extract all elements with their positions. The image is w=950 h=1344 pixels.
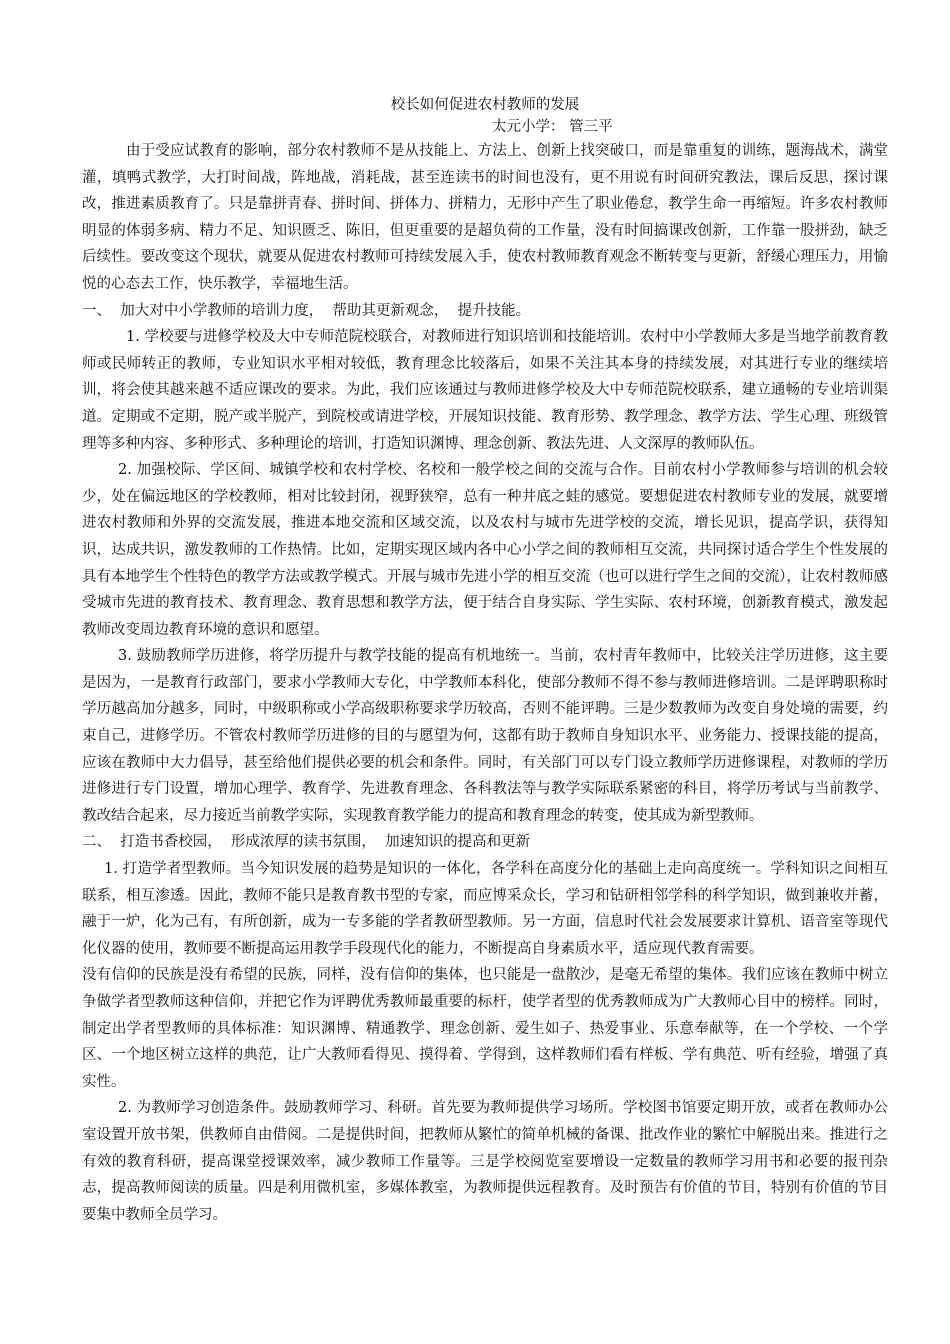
- intro-paragraph: 由于受应试教育的影响，部分农村教师不是从技能上、方法上、创新上找突破口，而是靠重复的训练，题海战术，满堂灌，填鸭式教学，大打时间战，阵地战，消耗战，甚至连读书的时间也没有，更不用说有时间研究教法，课后反思，探讨课改，推进素质教育了。只是靠拼青春、拼时间、拼体力、拼精力，无形中产生了职业倦怠，教学生命一再缩短。许多农村教师明显的体弱多病、精力不足、知识匮乏、陈旧，但更重要的是超负荷的工作量，没有时间搞课改创新，工作靠一股拼劲，缺乏后续性。要改变这个现状，就要从促进农村教师可持续发展入手，使农村教师教育观念不断转变与更新，舒缓心理压力，用愉悦的心态去工作，快乐教学，幸福地生活。: [82, 143, 888, 292]
- section2-paragraph-1: 1. 打造学者型教师。当今知识发展的趋势是知识的一体化，各学科在高度分化的基础上走向高度统一。学科知识之间相互联系，相互渗透。因此，教师不能只是教育教书型的专家，而应博采众长，学习和钻研相邻学科的科学知识，做到兼收并蓄，融于一炉，化为己有，有所创新，成为一专多能的学者教研型教师。另一方面，信息时代社会发展要求计算机、语音室等现代化仪器的使用，教师要不断提高运用教学手段现代化的能力，不断提高自身素质水平，适应现代教育需要。: [82, 861, 888, 957]
- author-byline: 太元小学： 管三平: [492, 119, 613, 135]
- document-page: [82, 94, 888, 1228]
- document-title: 校长如何促进农村教师的发展: [390, 97, 580, 113]
- section1-paragraph-3: 3. 鼓励教师学历进修，将学历提升与教学技能的提高有机地统一。当前，农村青年教师中，比较关注学历进修，这主要是因为，一是教育行政部门，要求小学教师大专化，中学教师本科化，使部分教师不得不参与教师进修培训。二是评聘职称时学历越高加分越多，同时，中级职称或小学高级职称要求学历较高，否则不能评聘。三是少数教师为改变自身处境的需要，约束自己，进修学历。不管农村教师学历进修的目的与愿望为何，这都有助于教师自身知识水平、业务能力、授课技能的提高，应该在教师中大力倡导，甚至给他们提供必要的机会和条件。同时，有关部门可以专门设立教师学历进修课程，对教师的学历进修进行专门设置，增加心理学、教育学、先进教育理念、各科教法等与教学实际联系紧密的科目，将学历考试与当前教学、教改结合起来，尽力接近当前教学实际，实现教育教学能力的提高和教育理念的转变，使其成为新型教师。: [82, 648, 888, 824]
- section2-paragraph-1b: 没有信仰的民族是没有希望的民族，同样，没有信仰的集体，也只能是一盘散沙，是毫无希望的集体。我们应该在教师中树立争做学者型教师这种信仰，并把它作为评聘优秀教师最重要的标杆，使学者型的优秀教师成为广大教师心目中的榜样。同时，制定出学者型教师的具体标准：知识渊博、精通教学、理念创新、爱生如子、热爱事业、乐意奉献等，在一个学校、一个学区、一个地区树立这样的典范，让广大教师看得见、摸得着、学得到，这样教师们看有样板、学有典范、听有经验，增强了真实性。: [82, 967, 888, 1090]
- section1-paragraph-1: 1. 学校要与进修学校及大中专师范院校联合，对教师进行知识培训和技能培训。农村中小学教师大多是当地学前教育教师或民师转正的教师，专业知识水平相对较低，教育理念比较落后，如果不关注其本身的持续发展，对其进行专业的继续培训，将会使其越来越不适应课改的要求。为此，我们应该通过与教师进修学校及大中专师范院校联系，建立通畅的专业培训渠道。定期或不定期，脱产或半脱产，到院校或请进学校，开展知识技能、教育形势、教学理念、教学方法、学生心理、班级管理等多种内容、多种形式、多种理论的培训，打造知识渊博、理念创新、教法先进、人文深厚的教师队伍。: [82, 329, 888, 452]
- section1-paragraph-2: 2. 加强校际、学区间、城镇学校和农村学校、名校和一般学校之间的交流与合作。目前农村小学教师参与培训的机会较少，处在偏远地区的学校教师，相对比较封闭，视野狭窄，总有一种井底之蛙的感觉。要想促进农村教师专业的发展，就要增进农村教师和外界的交流发展，推进本地交流和区域交流，以及农村与城市先进学校的交流，增长见识，提高学识，获得知识，达成共识，激发教师的工作热情。比如，定期实现区域内各中心小学之间的教师相互交流，共同探讨适合学生个性发展的具有本地学生个性特色的教学方法或教学模式。开展与城市先进小学的相互交流（也可以进行学生之间的交流），让农村教师感受城市先进的教育技术、教育理念、教育思想和教学方法，便于结合自身实际、学生实际、农村环境，创新教育模式，激发起教师改变周边教育环境的意识和愿望。: [82, 462, 888, 638]
- section2-paragraph-2: 2. 为教师学习创造条件。鼓励教师学习、科研。首先要为教师提供学习场所。学校图书馆要定期开放，或者在教师办公室设置开放书架，供教师自由借阅。二是提供时间，把教师从繁忙的简单机械的备课、批改作业的繁忙中解脱出来。推进行之有效的教育科研，提高课堂授课效率，减少教师工作量等。三是学校阅览室要增设一定数量的教师学习用书和必要的报刊杂志，提高教师阅读的质量。四是利用微机室，多媒体教室，为教师提供远程教育。及时预告有价值的节目，特别有价值的节目要集中教师全员学习。: [82, 1100, 888, 1223]
- section-heading-2: 二、 打造书香校园， 形成浓厚的读书氛围， 加速知识的提高和更新: [82, 834, 531, 851]
- section-heading-1: 一、 加大对中小学教师的培训力度， 帮助其更新观念， 提升技能。: [82, 302, 531, 319]
